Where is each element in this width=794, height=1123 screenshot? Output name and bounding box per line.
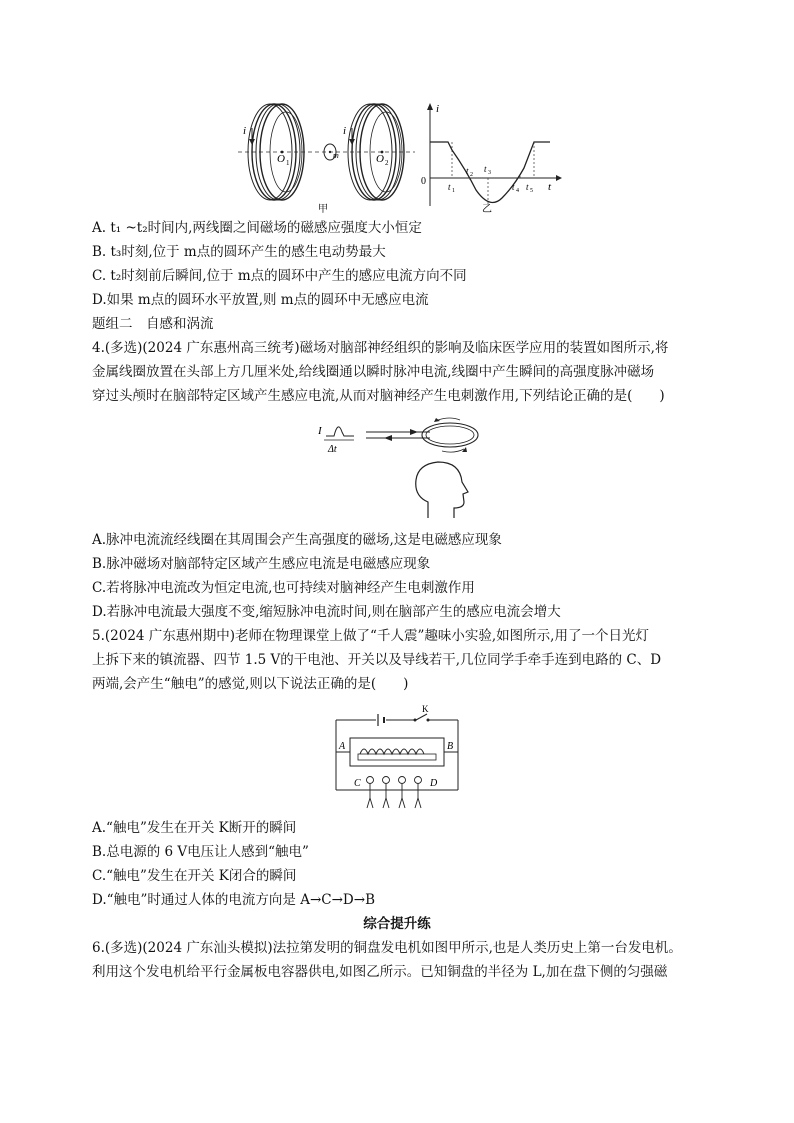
q5-option-a: A.“触电”发生在开关 K断开的瞬间 [92,820,297,836]
i-t-graph [421,103,562,215]
q6-stem-line-1: 6.(多选)(2024 广东汕头模拟)法拉第发明的铜盘发电机如图甲所示,也是人类历史上第一台发电机。 [92,940,682,956]
q4-option-d: D.若脉冲电流最大强度不变,缩短脉冲电流时间,则在脑部产生的感应电流会增大 [92,604,561,620]
tick-t1-sub: 1 [452,188,455,194]
q3-option-d: D.如果 m点的圆环水平放置,则 m点的圆环中无感应电流 [92,292,429,308]
origin-label: 0 [421,176,426,187]
tick-t5: t [526,182,529,192]
q4-stem-line-1: 4.(多选)(2024 广东惠州高三统考)磁场对脑部神经组织的影响及临床医学应用的装置如图所示,将 [92,340,669,356]
q3-option-a: A. t₁ ~t₂时间内,两线圈之间磁场的磁感应强度大小恒定 [92,220,422,236]
q5-option-c: C.“触电”发生在开关 K闭合的瞬间 [92,868,297,884]
label-i-mid: i [343,125,347,137]
caption-jia: 甲 [318,204,328,215]
q4-option-b: B.脉冲磁场对脑部特定区域产生感应电流是电磁感应现象 [92,556,431,572]
figure-ballast-circuit [330,702,465,814]
section-heading-3: 综合提升练 [363,916,431,932]
q6-stem-line-2: 利用这个发电机给平行金属板电容器供电,如图乙所示。已知铜盘的半径为 L,加在盘下侧的匀强磁 [92,964,668,980]
label-b: B [447,741,454,752]
q5-stem-line-3: 两端,会产生“触电”的感觉,则以下说法正确的是( ) [92,676,409,692]
coil-loop [422,423,478,447]
q4-option-a: A.脉冲电流流经线圈在其周围会产生高强度的磁场,这是电磁感应现象 [92,532,502,548]
q3-option-b: B. t₃时刻,位于 m点的圆环产生的感生电动势最大 [92,244,386,260]
q5-option-d: D.“触电”时通过人体的电流方向是 A→C→D→B [92,892,375,908]
label-m: m [333,151,339,160]
switch-k [416,714,427,720]
q5-option-b: B.总电源的 6 V电压让人感到“触电” [92,844,309,860]
q4-option-c: C.若将脉冲电流改为恒定电流,也可持续对脑神经产生电刺激作用 [92,580,475,596]
label-c: C [354,778,361,789]
tick-t2: t [466,166,469,176]
q3-option-c: C. t₂时刻前后瞬间,位于 m点的圆环中产生的感应电流方向不同 [92,268,467,284]
q4-stem-line-2: 金属线圈放置在头部上方几厘米处,给线圈通以瞬时脉冲电流,线圈中产生瞬间的高强度脉冲磁场 [92,364,655,380]
section-heading-2: 题组二 自感和涡流 [92,316,214,332]
ballast [350,738,444,766]
tick-t5-sub: 5 [530,188,533,194]
label-o2: O [376,153,384,165]
students-holding-hands [360,777,434,809]
label-o1: O [277,153,285,165]
tick-t1: t [448,182,451,192]
head-icon [416,462,468,518]
tick-t4-sub: 4 [516,188,519,194]
axis-label-t: t [548,181,552,193]
label-I: I [318,425,322,437]
label-a: A [339,741,346,752]
q5-stem-line-1: 5.(2024 广东惠州期中)老师在物理课堂上做了“千人震”趣味小实验,如图所示,用了一个日光灯 [92,628,649,644]
q5-stem-line-2: 上拆下来的镇流器、四节 1.5 V的干电池、开关以及导线若干,几位同学手牵手连到电路的 C、D [92,652,662,668]
label-o1-sub: 1 [286,159,290,167]
tick-t3-sub: 3 [488,170,491,176]
label-o2-sub: 2 [385,159,389,167]
tick-t4: t [512,182,515,192]
axis-label-i: i [436,103,440,115]
label-i-left: i [243,125,247,137]
coil-2 [348,104,404,200]
caption-yi: 乙 [482,204,492,215]
figure-coil-and-head [310,414,500,524]
q4-stem-line-3: 穿过头颅时在脑部特定区域产生感应电流,从而对脑神经产生电刺激作用,下列结论正确的是( ) [92,388,665,404]
tick-t2-sub: 2 [470,172,473,178]
figure-coils-and-current-graph [230,98,570,218]
label-d: D [430,778,438,789]
label-k: K [422,704,429,714]
tick-t3: t [484,164,487,174]
pulse-icon [326,427,354,436]
label-dt: Δt [328,444,337,455]
